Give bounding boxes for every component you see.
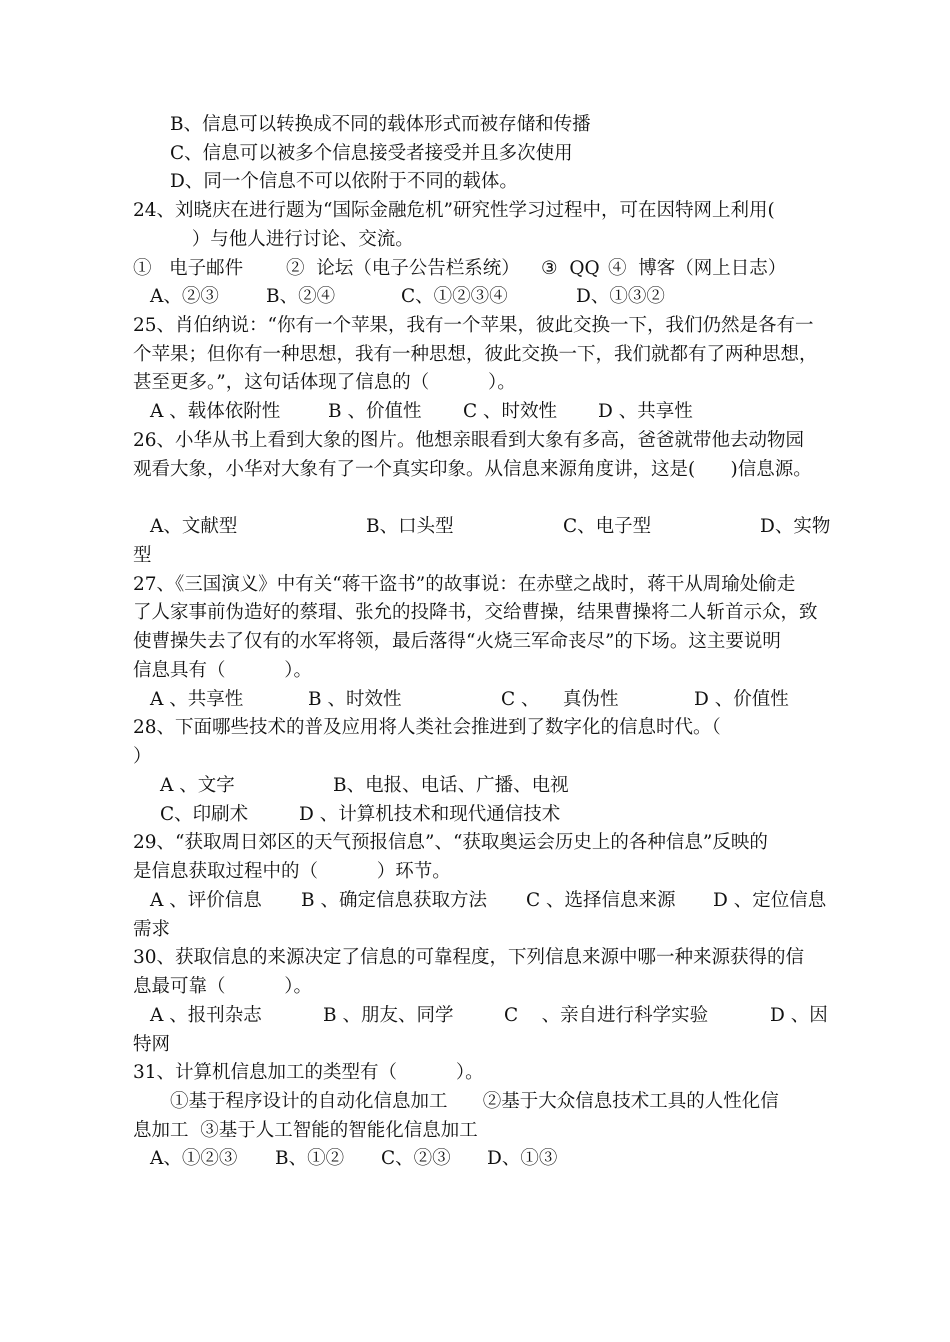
q26-stem-line1: 26、小华从书上看到大象的图片。他想亲眼看到大象有多高，爸爸就带他去动物园 (133, 430, 805, 451)
q23-option-d: D、同一个信息不可以依附于不同的载体。 (170, 171, 518, 192)
q27-option-a: A 、共享性 (150, 689, 244, 710)
q27-stem-line4: 信息具有（ ）。 (133, 660, 313, 681)
q25-stem-line1: 25、肖伯纳说：“你有一个苹果，我有一个苹果，彼此交换一下，我们仍然是各有一 (133, 315, 814, 336)
q28-stem-line2: ） (133, 746, 152, 767)
q25-stem-line2: 个苹果；但你有一种思想，我有一种思想，彼此交换一下，我们就都有了两种思想， (133, 344, 818, 365)
q27-stem-line3: 使曹操失去了仅有的水军将领，最后落得“火烧三军命丧尽”的下场。这主要说明 (133, 631, 781, 652)
q24-item-2: ② 论坛（电子公告栏系统） (286, 258, 520, 279)
q28-stem-line1: 28、下面哪些技术的普及应用将人类社会推进到了数字化的信息时代。（ (133, 717, 721, 738)
q27-option-d: D 、价值性 (694, 689, 789, 710)
q26-option-c: C、电子型 (563, 516, 652, 537)
q31-option-c: C、②③ (381, 1148, 451, 1169)
q27-stem-line2: 了人家事前伪造好的蔡瑁、张允的投降书，交给曹操，结果曹操将二人斩首示众，致 (133, 602, 818, 623)
q31-stem-line3: 息加工 ③基于人工智能的智能化信息加工 (133, 1120, 478, 1141)
q28-option-b: B、电报、电话、广播、电视 (333, 775, 569, 796)
q30-stem-line2: 息最可靠（ ）。 (133, 976, 313, 997)
q30-option-c: C 、亲自进行科学实验 (504, 1005, 709, 1026)
q25-option-d: D 、共享性 (598, 401, 693, 422)
q29-option-b: B 、确定信息获取方法 (301, 890, 487, 911)
q26-option-d: D、实物 (760, 516, 831, 537)
q31-option-b: B、①② (275, 1148, 345, 1169)
q28-option-c: C、印刷术 (160, 804, 249, 825)
q27-stem-line1: 27、《三国演义》中有关“蒋干盗书”的故事说：在赤壁之战时，蒋干从周瑜处偷走 (133, 574, 796, 595)
q24-item-4: ④ 博客（网上日志） (608, 258, 787, 279)
q30-option-b: B 、朋友、同学 (323, 1005, 454, 1026)
q25-option-c: C 、时效性 (463, 401, 558, 422)
q23-option-b: B、信息可以转换成不同的载体形式而被存储和传播 (170, 114, 591, 135)
q26-option-b: B、口头型 (366, 516, 454, 537)
q29-option-d: D 、定位信息 (713, 890, 827, 911)
q28-option-d: D 、计算机技术和现代通信技术 (299, 804, 561, 825)
q29-option-d-wrap: 需求 (133, 919, 171, 940)
q24-option-c: C、①②③④ (401, 286, 508, 307)
q25-option-b: B 、价值性 (328, 401, 422, 422)
q24-option-b: B、②④ (266, 286, 336, 307)
q24-item-3: ③ QQ (541, 258, 600, 279)
q29-stem-line2: 是信息获取过程中的（ ）环节。 (133, 861, 451, 882)
q28-option-a: A 、文字 (160, 775, 235, 796)
q30-option-d: D 、因 (770, 1005, 828, 1026)
q23-option-c: C、信息可以被多个信息接受者接受并且多次使用 (170, 143, 573, 164)
q29-option-a: A 、评价信息 (150, 890, 262, 911)
q26-option-a: A、文献型 (150, 516, 238, 537)
q29-stem-line1: 29、“获取周日郊区的天气预报信息”、“获取奥运会历史上的各种信息”反映的 (133, 832, 768, 853)
q26-stem-line2: 观看大象，小华对大象有了一个真实印象。从信息来源角度讲，这是( )信息源。 (133, 459, 812, 480)
q25-stem-line3: 甚至更多。”，这句话体现了信息的（ ）。 (133, 372, 516, 393)
q31-option-a: A、①②③ (150, 1148, 238, 1169)
q31-stem-line2: ①基于程序设计的自动化信息加工 ②基于大众信息技术工具的人性化信 (170, 1091, 779, 1112)
q29-option-c: C 、选择信息来源 (526, 890, 676, 911)
q27-option-c: C 、 真伪性 (501, 689, 619, 710)
q31-stem-line1: 31、计算机信息加工的类型有（ ）。 (133, 1062, 484, 1083)
q30-stem-line1: 30、获取信息的来源决定了信息的可靠程度，下列信息来源中哪一种来源获得的信 (133, 947, 805, 968)
q30-option-d-wrap: 特网 (133, 1034, 171, 1055)
q25-option-a: A 、载体依附性 (150, 401, 281, 422)
q24-option-d: D、①③② (576, 286, 665, 307)
q24-item-1: ① 电子邮件 (133, 258, 244, 279)
q24-stem-line1: 24、刘晓庆在进行题为“国际金融危机”研究性学习过程中，可在因特网上利用( (133, 200, 775, 221)
q24-option-a: A、②③ (150, 286, 219, 307)
q27-option-b: B 、时效性 (308, 689, 402, 710)
q30-option-a: A 、报刊杂志 (150, 1005, 262, 1026)
q24-stem-line2: ）与他人进行讨论、交流。 (133, 229, 414, 250)
q26-option-d-wrap: 型 (133, 545, 152, 566)
q31-option-d: D、①③ (487, 1148, 558, 1169)
